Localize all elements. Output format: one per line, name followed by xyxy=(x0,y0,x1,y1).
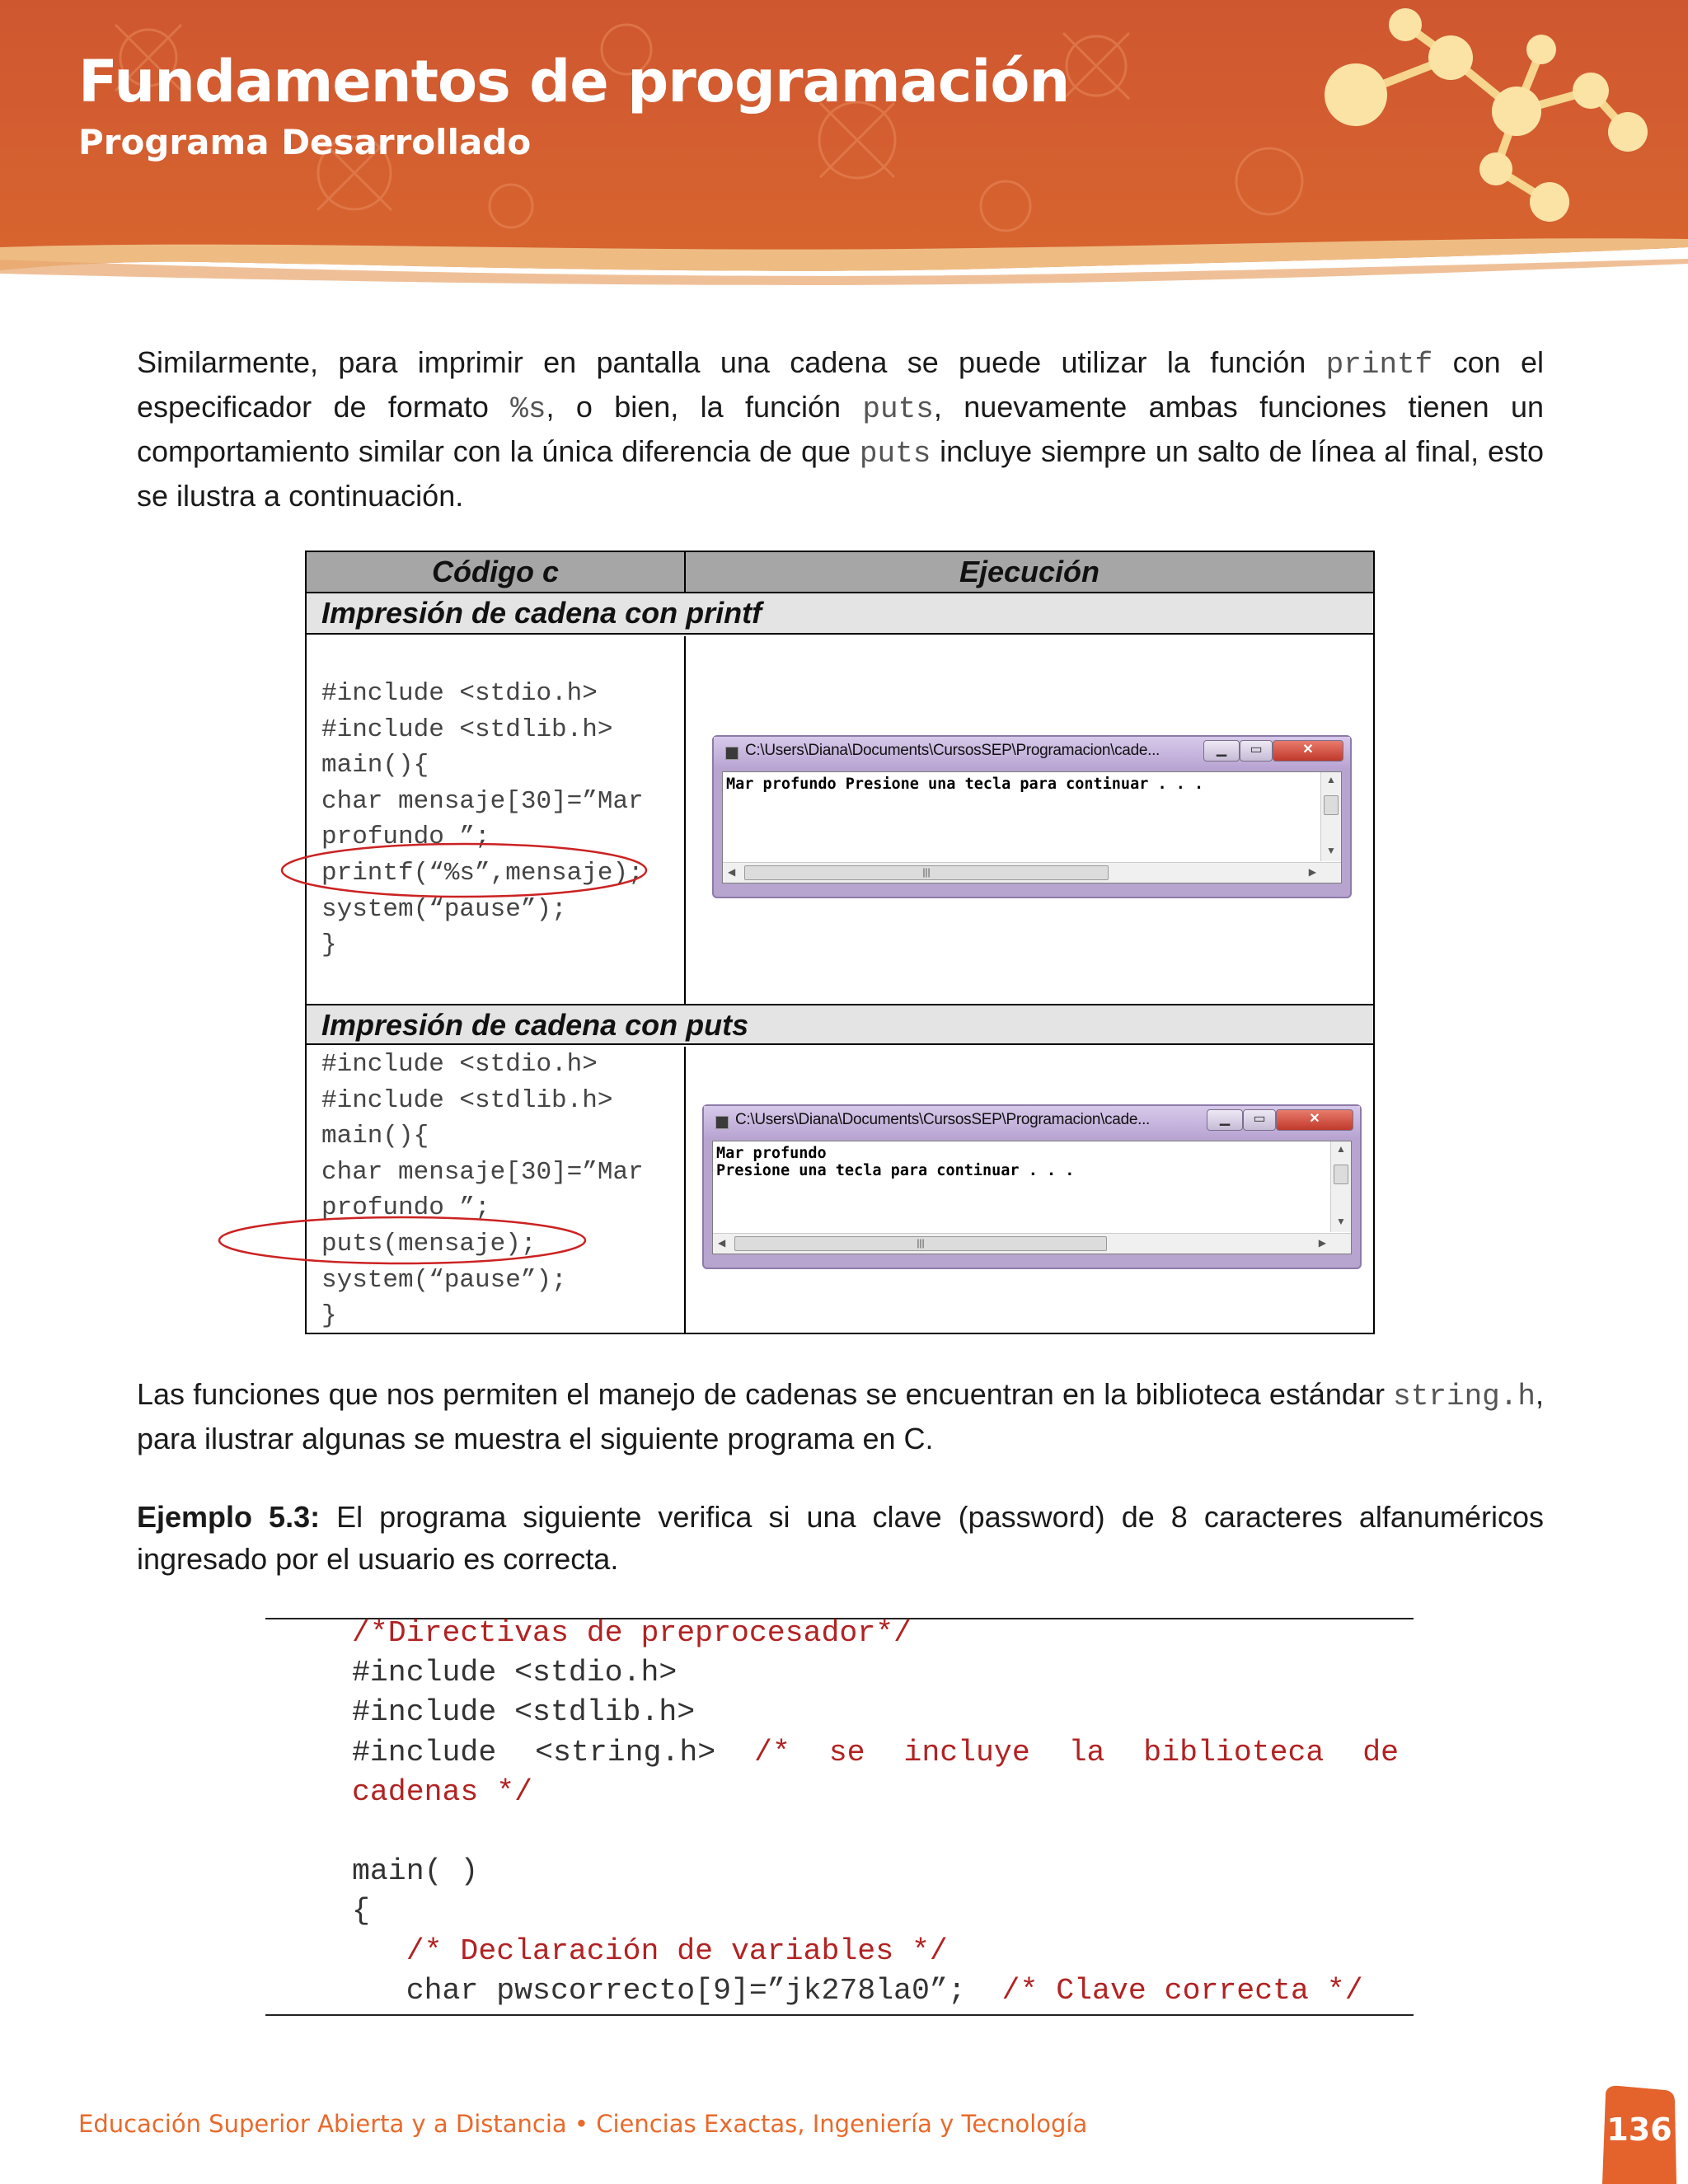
highlight-ellipse-printf xyxy=(279,841,659,900)
window-titlebar xyxy=(704,1106,1360,1137)
example-label: Ejemplo 5.3: xyxy=(137,1500,321,1534)
code-line-comment-vars: /* Declaración de variables */ xyxy=(352,1933,948,1968)
scroll-up-arrow-icon[interactable]: ▲ xyxy=(1326,774,1336,785)
scroll-right-arrow-icon[interactable]: ▶ xyxy=(1308,866,1316,878)
code-puts-example: #include <stdio.h> #include <stdlib.h> main(){ char mensaje[30]=”Mar profundo ”; puts(mensaje); system(“pause”); } xyxy=(321,1050,644,1331)
section-title-puts: Impresión de cadena con puts xyxy=(307,1004,1373,1045)
close-button[interactable]: ✕ xyxy=(1276,1109,1353,1131)
code-line-comment-cont: cadenas */ xyxy=(352,1774,533,1809)
code-line-declaration xyxy=(352,1971,1399,2011)
column-header-execution: Ejecución xyxy=(959,555,1100,588)
intro-text-1: Similarmente, para imprimir en pantalla una cadena se puede utilizar la función xyxy=(137,345,1306,379)
code-block-bottom-rule xyxy=(265,2014,1414,2016)
table-header-row xyxy=(307,552,1373,593)
code-line-blank xyxy=(352,1812,1399,1852)
para2-text-1: Las funciones que nos permiten el manejo de cadenas se encuentran en la biblioteca estándar xyxy=(137,1377,1385,1411)
vertical-scrollbar[interactable] xyxy=(1330,1141,1351,1232)
intro-text-5: incluye siempre un salto de línea al final, esto se ilustra a continuación. xyxy=(137,434,1544,513)
intro-text-4: , nuevamente ambas funciones tienen un comportamiento similar con la única diferencia de que xyxy=(137,390,1544,468)
column-divider-1 xyxy=(684,636,686,1004)
code-comment-password: /* Clave correcta */ xyxy=(965,1973,1363,2008)
scroll-down-arrow-icon[interactable]: ▼ xyxy=(1326,845,1336,856)
horizontal-scroll-thumb[interactable]: ||| xyxy=(744,865,1109,880)
code-comment-library: /* se incluye la biblioteca de xyxy=(754,1735,1400,1769)
inline-code-format: %s xyxy=(510,392,546,426)
window-title: C:\Users\Diana\Documents\CursosSEP\Programacion\cade... xyxy=(745,742,1160,759)
inline-code-puts-2: puts xyxy=(859,437,931,471)
page-number: 136 xyxy=(1606,2111,1672,2148)
code-line-open-brace: { xyxy=(352,1894,370,1929)
code-include-string: #include <string.h> xyxy=(352,1735,716,1769)
scroll-left-arrow-icon[interactable]: ◀ xyxy=(718,1237,726,1249)
vertical-scrollbar[interactable] xyxy=(1320,772,1341,861)
code-line-include-stdlib: #include <stdlib.h> xyxy=(352,1695,696,1730)
window-titlebar xyxy=(714,737,1350,768)
page-title: Fundamentos de programación xyxy=(78,48,1070,115)
header-banner xyxy=(0,0,1688,297)
column-header-code: Código c xyxy=(432,555,559,588)
close-button[interactable]: ✕ xyxy=(1273,740,1343,762)
code-printf-example: #include <stdio.h> #include <stdlib.h> main(){ char mensaje[30]=”Mar profundo ”; printf(“%s”,mensaje); system(“pause”); } xyxy=(321,679,644,960)
section-title-printf: Impresión de cadena con printf xyxy=(307,593,1373,635)
scroll-up-arrow-icon[interactable]: ▲ xyxy=(1336,1143,1346,1155)
code-line-include-stdio: #include <stdio.h> xyxy=(352,1656,678,1690)
horizontal-scrollbar[interactable] xyxy=(713,1233,1351,1254)
code-line-include-string xyxy=(352,1733,1399,1773)
minimize-button[interactable]: ▁ xyxy=(1203,740,1240,762)
intro-text-3: , o bien, la función xyxy=(546,390,842,424)
intro-paragraph xyxy=(137,341,1544,517)
scroll-right-arrow-icon[interactable]: ▶ xyxy=(1318,1237,1326,1249)
example-description: El programa siguiente verifica si una clave (password) de 8 caracteres alfanuméricos ingresado por el usuario es correcta. xyxy=(137,1500,1545,1576)
para2-text-2: , para ilustrar algunas se muestra el siguiente programa en C. xyxy=(137,1377,1544,1455)
vertical-scroll-thumb[interactable] xyxy=(1324,795,1339,815)
maximize-button[interactable]: ▭ xyxy=(1243,1109,1276,1131)
code-line-comment-directives: /*Directivas de preprocesador*/ xyxy=(352,1616,912,1650)
string-library-paragraph xyxy=(137,1373,1544,1460)
code-declaration: char pwscorrecto[9]=”jk278la0”; xyxy=(352,1973,966,2008)
horizontal-scrollbar[interactable] xyxy=(723,862,1341,883)
example-paragraph xyxy=(137,1496,1544,1580)
footer-text: Educación Superior Abierta y a Distancia • Ciencias Exactas, Ingeniería y Tecnología xyxy=(78,2110,1088,2138)
example-code-block xyxy=(352,1614,1399,2011)
highlight-ellipse-puts xyxy=(216,1214,592,1267)
scroll-down-arrow-icon[interactable]: ▼ xyxy=(1336,1216,1346,1227)
console-app-icon xyxy=(725,747,738,760)
header-divider xyxy=(684,552,686,593)
maximize-button[interactable]: ▭ xyxy=(1240,740,1273,762)
page-subtitle: Programa Desarrollado xyxy=(78,122,532,162)
console-output-text: Mar profundo Presione una tecla para continuar . . . xyxy=(726,776,1204,793)
column-divider-2 xyxy=(684,1047,686,1334)
horizontal-scroll-thumb[interactable]: ||| xyxy=(734,1236,1107,1251)
console-output-area xyxy=(712,1141,1352,1254)
code-line-main: main( ) xyxy=(352,1854,479,1889)
console-output-area xyxy=(722,771,1342,883)
inline-code-printf: printf xyxy=(1325,348,1433,382)
window-title: C:\Users\Diana\Documents\CursosSEP\Programacion\cade... xyxy=(735,1111,1151,1128)
inline-code-string-h: string.h xyxy=(1393,1380,1536,1413)
console-output-text: Mar profundo Presione una tecla para continuar . . . xyxy=(716,1145,1075,1179)
console-window-puts xyxy=(702,1104,1362,1269)
vertical-scroll-thumb[interactable] xyxy=(1334,1165,1348,1184)
intro-text-2: con el especificador de formato xyxy=(137,345,1545,424)
console-app-icon xyxy=(715,1116,729,1129)
scroll-left-arrow-icon[interactable]: ◀ xyxy=(728,866,736,878)
minimize-button[interactable]: ▁ xyxy=(1207,1109,1243,1131)
inline-code-puts: puts xyxy=(862,392,934,426)
console-window-printf xyxy=(712,735,1352,898)
